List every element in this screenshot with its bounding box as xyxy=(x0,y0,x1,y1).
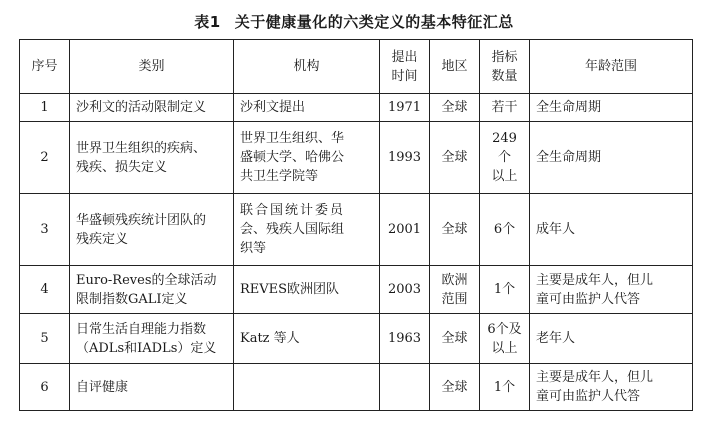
region-line: 范围 xyxy=(441,291,468,307)
cell-category xyxy=(70,122,234,194)
header-age: 年龄范围 xyxy=(530,40,693,94)
cell-category xyxy=(70,194,234,266)
header-year xyxy=(380,40,430,94)
cell-no: 6 xyxy=(20,364,70,411)
table-number: 表1 xyxy=(194,13,221,31)
org-line: Katz 等人 xyxy=(240,331,300,346)
category-line: （ADLs和IADLs）定义 xyxy=(76,340,217,356)
cell-no: 5 xyxy=(20,314,70,364)
table-row xyxy=(20,94,693,122)
header-ind-line1: 指标 xyxy=(491,49,518,65)
cell-org xyxy=(234,122,380,194)
cell-indicators: 6个 xyxy=(480,194,530,266)
cell-region: 全球 xyxy=(430,194,480,266)
indicator-line: 以上 xyxy=(491,169,518,184)
cell-year: 2001 xyxy=(380,194,430,266)
table-row xyxy=(20,266,693,314)
cell-category xyxy=(70,364,234,411)
cell-no: 2 xyxy=(20,122,70,194)
org-line: REVES欧洲团队 xyxy=(240,282,340,297)
cell-org xyxy=(234,314,380,364)
cell-age xyxy=(530,266,693,314)
cell-year: 1963 xyxy=(380,314,430,364)
cell-org xyxy=(234,266,380,314)
header-no: 序号 xyxy=(20,40,70,94)
cell-age: 全生命周期 xyxy=(530,122,693,194)
cell-indicators xyxy=(480,314,530,364)
cell-no: 4 xyxy=(20,266,70,314)
header-indicators xyxy=(480,40,530,94)
cell-no: 1 xyxy=(20,94,70,122)
cell-age: 全生命周期 xyxy=(530,94,693,122)
table-row xyxy=(20,314,693,364)
category-line: 日常生活自理能力指数 xyxy=(76,321,207,337)
cell-indicators xyxy=(480,122,530,194)
cell-org xyxy=(234,94,380,122)
header-category: 类别 xyxy=(70,40,234,94)
cell-age xyxy=(530,364,693,411)
cell-age: 老年人 xyxy=(530,314,693,364)
header-row xyxy=(20,40,693,94)
cell-indicators: 1个 xyxy=(480,266,530,314)
cell-org xyxy=(234,364,380,411)
category-line: 限制指数GALI定义 xyxy=(76,291,188,307)
org-line: 沙利文提出 xyxy=(240,100,306,115)
cell-year: 1993 xyxy=(380,122,430,194)
age-line: 主要是成年人，但儿 xyxy=(536,370,654,385)
cell-no: 3 xyxy=(20,194,70,266)
category-line: 残疾、损失定义 xyxy=(76,159,168,175)
cell-year xyxy=(380,364,430,411)
cell-region xyxy=(430,266,480,314)
indicator-line: 249个 xyxy=(492,131,517,165)
age-line: 主要是成年人，但儿 xyxy=(536,272,654,288)
category-line: Euro-Reves的全球活动 xyxy=(76,272,217,288)
table-row xyxy=(20,122,693,194)
org-line: 盛顿大学、哈佛公 xyxy=(240,150,345,165)
age-line: 童可由监护人代答 xyxy=(536,389,641,404)
table-caption xyxy=(0,11,708,32)
header-region: 地区 xyxy=(430,40,480,94)
region-line: 欧洲 xyxy=(441,272,468,288)
table-row xyxy=(20,364,693,411)
header-ind-line2: 数量 xyxy=(491,68,518,84)
category-line: 华盛顿残疾统计团队的 xyxy=(76,212,207,228)
cell-year: 1971 xyxy=(380,94,430,122)
table-row xyxy=(20,194,693,266)
category-line: 沙利文的活动限制定义 xyxy=(76,100,207,115)
indicator-line: 6个及 xyxy=(487,321,522,337)
indicator-line: 以上 xyxy=(491,340,518,356)
cell-category xyxy=(70,94,234,122)
cell-indicators: 1个 xyxy=(480,364,530,411)
cell-year: 2003 xyxy=(380,266,430,314)
org-line: 会、残疾人国际组 xyxy=(240,222,345,237)
org-line: 织等 xyxy=(240,241,267,256)
category-line: 世界卫生组织的疾病、 xyxy=(76,140,207,156)
org-line: 共卫生学院等 xyxy=(240,169,319,184)
cell-category xyxy=(70,266,234,314)
cell-region: 全球 xyxy=(430,122,480,194)
table-title: 关于健康量化的六类定义的基本特征汇总 xyxy=(234,13,514,31)
cell-age: 成年人 xyxy=(530,194,693,266)
cell-region: 全球 xyxy=(430,94,480,122)
age-line: 童可由监护人代答 xyxy=(536,291,641,307)
cell-region: 全球 xyxy=(430,314,480,364)
category-line: 残疾定义 xyxy=(76,231,129,247)
cell-region: 全球 xyxy=(430,364,480,411)
summary-table xyxy=(19,39,693,411)
header-year-line2: 时间 xyxy=(391,68,418,84)
cell-indicators: 若干 xyxy=(480,94,530,122)
org-line: 联合国统计委员 xyxy=(240,203,346,218)
cell-org xyxy=(234,194,380,266)
cell-category xyxy=(70,314,234,364)
header-year-line1: 提出 xyxy=(391,49,418,65)
category-line: 自评健康 xyxy=(76,379,129,395)
org-line: 世界卫生组织、华 xyxy=(240,131,345,146)
header-org: 机构 xyxy=(234,40,380,94)
